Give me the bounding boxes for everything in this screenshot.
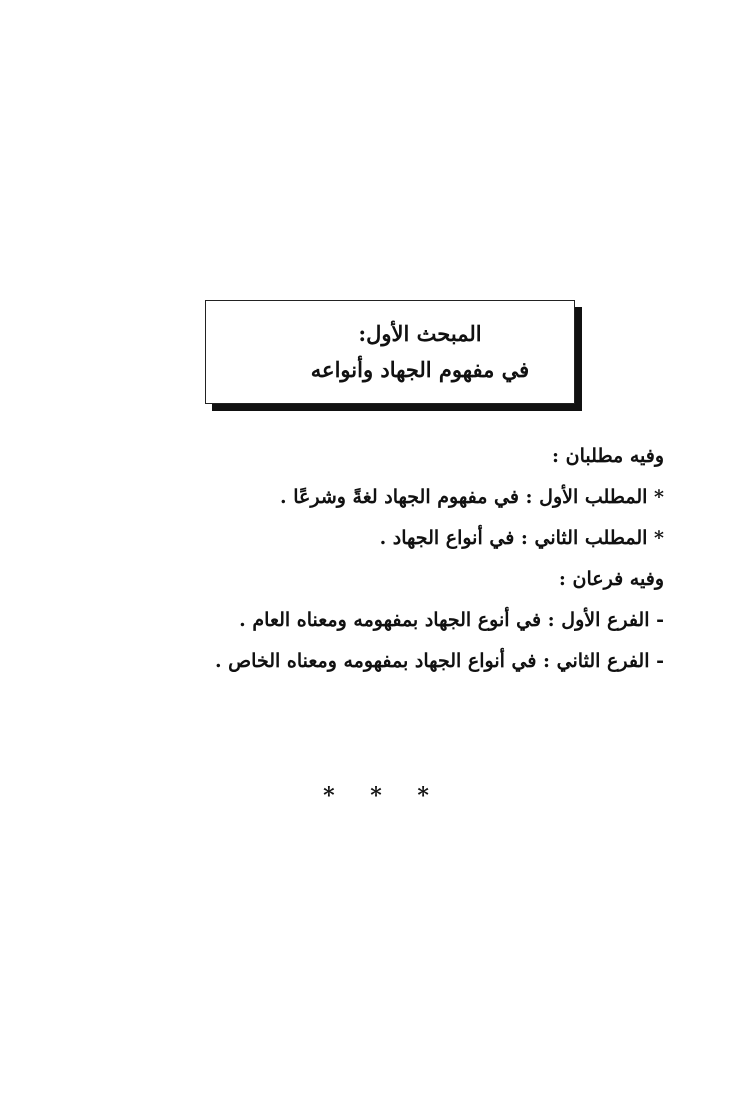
outline-branch-2: - الفرع الثاني : في أنواع الجهاد بمفهومه ومعناه الخاص .: [214, 650, 664, 672]
section-title-box: [205, 300, 575, 404]
outline-intro-branches: وفيه فرعان :: [558, 568, 664, 590]
section-subtitle: في مفهوم الجهاد وأنواعه: [310, 357, 530, 382]
outline-intro-requirements: وفيه مطلبان :: [552, 445, 664, 467]
section-separator: * * *: [323, 783, 443, 809]
outline-branch-1: - الفرع الأول : في أنوع الجهاد بمفهومه ومعناه العام .: [239, 609, 664, 631]
section-outline: [184, 440, 664, 686]
outline-requirement-2: * المطلب الثاني : في أنواع الجهاد .: [379, 527, 664, 549]
section-title: المبحث الأول:: [358, 321, 482, 346]
outline-requirement-1: * المطلب الأول : في مفهوم الجهاد لغةً وشرعًا .: [279, 486, 664, 508]
